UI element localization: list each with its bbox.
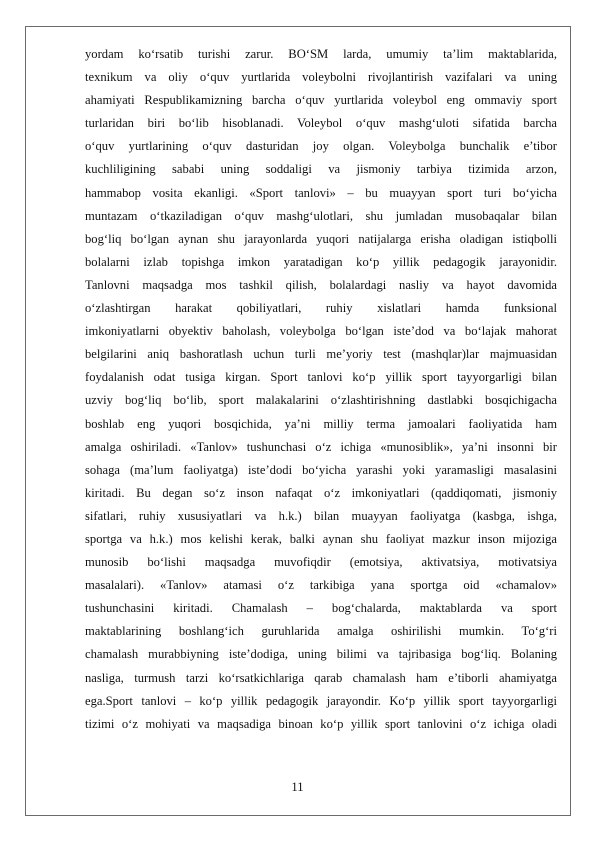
- text-line: chamalash murabbiyning iste’dodiga, uning bilimi va tajribasiga bog‘liq. Bolaning: [85, 647, 557, 662]
- text-line: masalalari). «Tanlov» atamasi o‘z tarkibiga yana sportga oid «chamalov»: [85, 578, 557, 593]
- text-line: sohaga (ma’lum faoliyatga) iste’dodi bo‘yicha yarashi yoki yaramasligi masalasini: [85, 462, 557, 477]
- text-line: sportga va h.k.) mos kelishi kerak, balki aynan shu faoliyat mazkur inson mijoziga: [85, 531, 557, 546]
- body-text: [85, 43, 557, 736]
- text-line: turlaridan biri bo‘lib hisoblanadi. Voleybol o‘quv mashg‘uloti sifatida barcha: [85, 116, 557, 131]
- text-line: texnikum va oliy o‘quv yurtlarida voleybolni rivojlantirish vazifalari va uning: [85, 70, 557, 85]
- text-line: tushunchasini kiritadi. Chamalash – bog‘chalarda, maktablarda va sport: [85, 601, 557, 616]
- text-line: bolalarni izlab topishga imkon yaratadigan ko‘p yillik pedagogik jarayonidir.: [85, 254, 557, 269]
- text-line: o‘zlashtirgan harakat qobiliyatlari, ruhiy xislatlari hamda funksional: [85, 301, 557, 316]
- text-line: bog‘liq bo‘lgan aynan shu jarayonlarda yuqori natijalarga erisha oladigan istiqbolli: [85, 231, 557, 246]
- text-line: kuchliligining sababi uning soddaligi va jismoniy tarbiya tizimida arzon,: [85, 162, 557, 177]
- text-line: imkoniyatlarni obyektiv baholash, voleybolga bo‘lgan iste’dod va bo‘lajak mahorat: [85, 324, 557, 339]
- text-line: ega.Sport tanlovi – ko‘p yillik pedagogik jarayondir. Ko‘p yillik sport tayyorgarligi: [85, 693, 557, 708]
- page-number: 11: [291, 780, 304, 794]
- text-line: foydalanish odat tusiga kirgan. Sport tanlovi ko‘p yillik sport tayyorgarligi bilan: [85, 370, 557, 385]
- text-line: belgilarini aniq bashoratlash uchun turli me’yoriy test (mashqlar)lar majmuasidan: [85, 347, 557, 362]
- text-line: sifatlari, ruhiy xususiyatlari va h.k.) bilan muayyan faoliyatga (kasbga, ishga,: [85, 508, 557, 523]
- text-line: maktablarining boshlang‘ich guruhlarida amalga oshirilishi mumkin. To‘g‘ri: [85, 624, 557, 639]
- text-line: munosib bo‘lishi maqsadga muvofiqdir (emotsiya, aktivatsiya, motivatsiya: [85, 555, 557, 570]
- text-line: muntazam o‘tkaziladigan o‘quv mashg‘ulotlari, shu jumladan musobaqalar bilan: [85, 208, 557, 223]
- text-line: nasliga, turmush tarzi ko‘rsatkichlariga qarab chamalash ham e’tiborli ahamiyatga: [85, 670, 557, 685]
- text-line: boshlab eng yuqori bosqichida, ya’ni milliy terma jamoalari faoliyatida ham: [85, 416, 557, 431]
- text-line: o‘quv yurtlarining o‘quv dasturidan joy olgan. Voleybolga bunchalik e’tibor: [85, 139, 557, 154]
- text-line: tizimi o‘z mohiyati va maqsadiga binoan ko‘p yillik sport tanlovini o‘z ichiga oladi: [85, 716, 557, 731]
- text-line: hammabop vosita ekanligi. «Sport tanlovi» – bu muayyan sport turi bo‘yicha: [85, 185, 557, 200]
- text-line: kiritadi. Bu degan so‘z inson nafaqat o‘z imkoniyatlari (qaddiqomati, jismoniy: [85, 485, 557, 500]
- text-line: Tanlovni maqsadga mos tashkil qilish, bolalardagi nasliy va hayot davomida: [85, 277, 557, 292]
- text-line: ahamiyati Respublikamizning barcha o‘quv yurtlarida voleybol eng ommaviy sport: [85, 93, 557, 108]
- text-line: yordam ko‘rsatib turishi zarur. BO‘SM larda, umumiy ta’lim maktablarida,: [85, 47, 557, 61]
- text-line: uzviy bog‘liq bo‘lib, sport malakalarini o‘zlashtirishning dastlabki bosqichigacha: [85, 393, 557, 408]
- text-line: amalga oshiriladi. «Tanlov» tushunchasi o‘z ichiga «munosiblik», ya’ni insonni bir: [85, 439, 557, 454]
